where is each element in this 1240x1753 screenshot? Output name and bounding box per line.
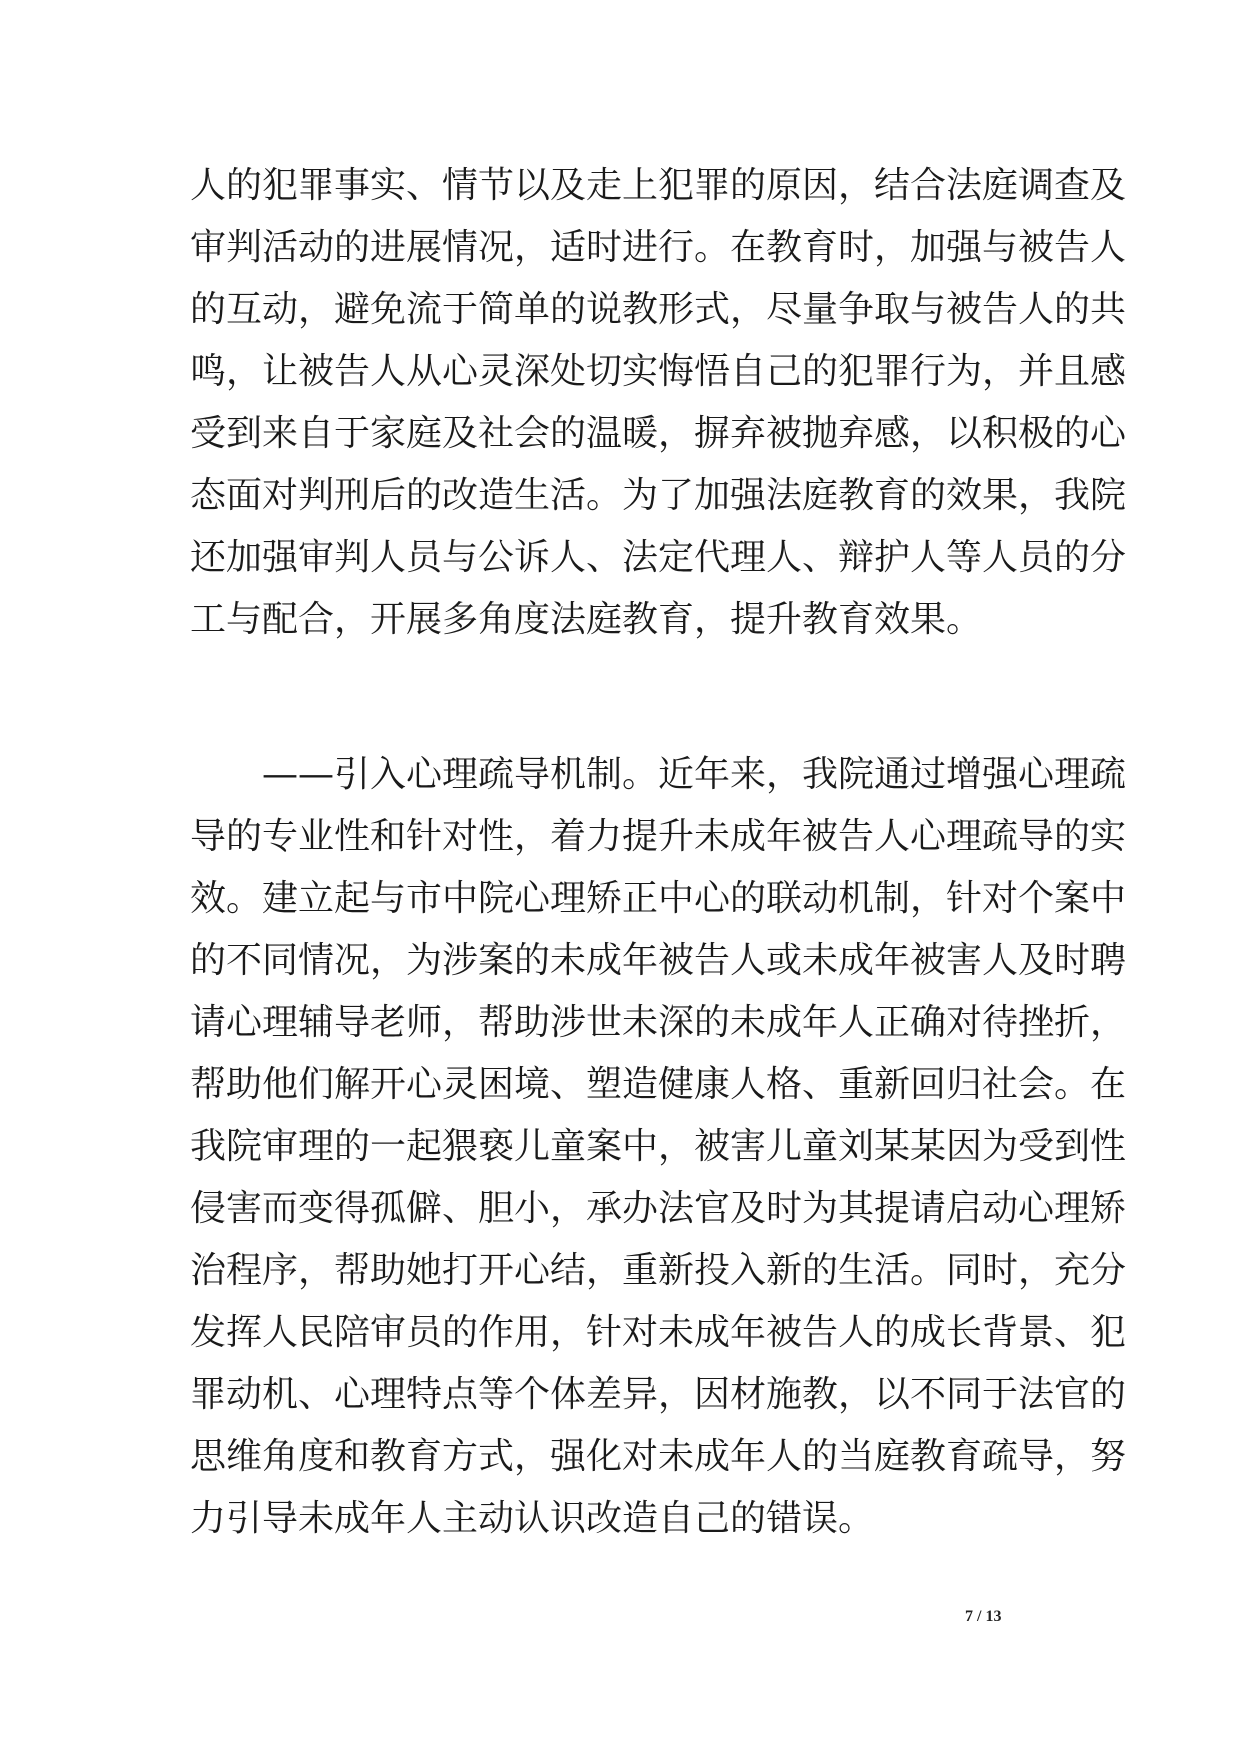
text-line: 审判活动的进展情况，适时进行。在教育时，加强与被告人	[190, 227, 1127, 268]
text-line: 的互动，避免流于简单的说教形式，尽量争取与被告人的共	[190, 289, 1127, 330]
text-line: 人的犯罪事实、情节以及走上犯罪的原因，结合法庭调查及	[190, 165, 1127, 206]
page-number: 7 / 13	[965, 1608, 1002, 1625]
text-line: 效。建立起与市中院心理矫正中心的联动机制，针对个案中	[190, 878, 1127, 919]
text-line: 还加强审判人员与公诉人、法定代理人、辩护人等人员的分	[190, 537, 1127, 578]
text-line: 的不同情况，为涉案的未成年被告人或未成年被害人及时聘	[190, 940, 1127, 981]
text-line: 导的专业性和针对性，着力提升未成年被告人心理疏导的实	[190, 816, 1127, 857]
text-line: 罪动机、心理特点等个体差异，因材施教，以不同于法官的	[190, 1374, 1127, 1415]
text-line: 发挥人民陪审员的作用，针对未成年被告人的成长背景、犯	[190, 1312, 1127, 1353]
paragraph-psychological-counseling	[190, 744, 1127, 1550]
paragraph-court-education	[190, 155, 1127, 651]
text-line: 请心理辅导老师，帮助涉世未深的未成年人正确对待挫折，	[190, 1002, 1127, 1043]
text-line: 帮助他们解开心灵困境、塑造健康人格、重新回归社会。在	[190, 1064, 1127, 1105]
text-line: 工与配合，开展多角度法庭教育，提升教育效果。	[190, 599, 983, 640]
text-line: ——引入心理疏导机制。近年来，我院通过增强心理疏	[262, 754, 1127, 795]
text-line: 态面对判刑后的改造生活。为了加强法庭教育的效果，我院	[190, 475, 1127, 516]
text-line: 治程序，帮助她打开心结，重新投入新的生活。同时，充分	[190, 1250, 1127, 1291]
text-line: 我院审理的一起猥亵儿童案中，被害儿童刘某某因为受到性	[190, 1126, 1127, 1167]
text-line: 力引导未成年人主动认识改造自己的错误。	[190, 1498, 875, 1539]
text-line: 思维角度和教育方式，强化对未成年人的当庭教育疏导，努	[190, 1436, 1127, 1477]
text-line: 侵害而变得孤僻、胆小，承办法官及时为其提请启动心理矫	[190, 1188, 1127, 1229]
text-line: 受到来自于家庭及社会的温暖，摒弃被抛弃感，以积极的心	[190, 413, 1127, 454]
text-line: 鸣，让被告人从心灵深处切实悔悟自己的犯罪行为，并且感	[190, 351, 1127, 392]
